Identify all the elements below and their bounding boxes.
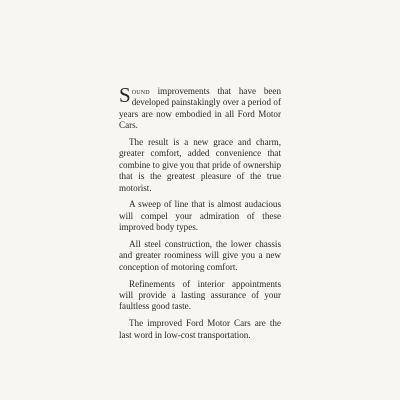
first-word-smallcaps: ound xyxy=(131,87,150,96)
paragraph-6: The improved Ford Motor Cars are the last word in low-cost transportation. xyxy=(119,318,281,340)
paragraph-5: Refinements of interior appointments will provide a lasting assurance of your faultless good taste. xyxy=(119,278,281,312)
paragraph-3: A sweep of line that is almost audacious will compel your admiration of these improved body types. xyxy=(119,199,281,233)
paragraph-1 xyxy=(119,83,281,132)
paragraph-2: The result is a new grace and charm, greater comfort, added convenience that combine to give you that pride of ownership that is the greatest pleasure of the true motorist. xyxy=(119,137,281,193)
drop-cap: S xyxy=(119,83,131,107)
paragraph-1-text: improvements that have been developed painstakingly over a period of years are now embodied in all Ford Motor Cars. xyxy=(119,86,281,131)
body-text xyxy=(119,83,281,346)
paragraph-4: All steel construction, the lower chassis and greater roominess will give you a new conception of motoring comfort. xyxy=(119,239,281,272)
